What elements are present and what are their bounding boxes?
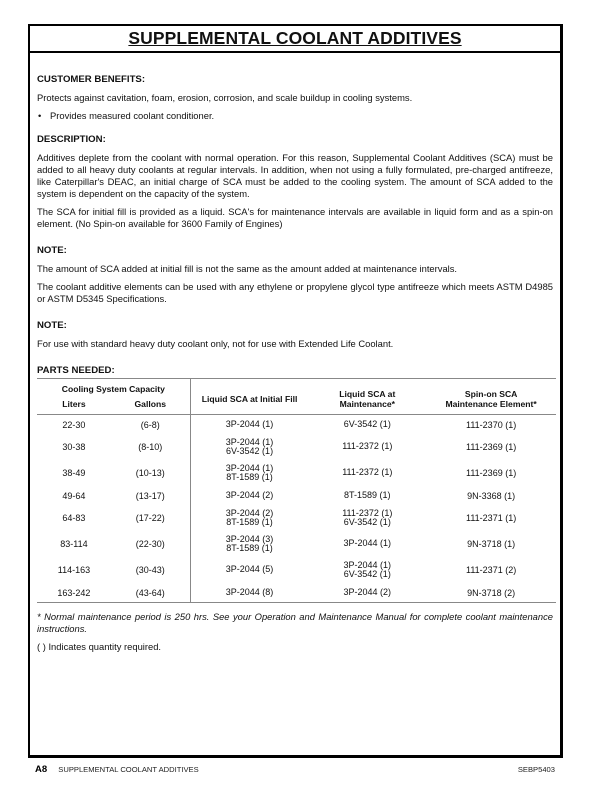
liters-cell: 114-163 <box>57 565 91 575</box>
liters-cell: 163-242 <box>57 587 91 598</box>
maintenance-header <box>308 379 426 415</box>
parts-table-row <box>37 583 556 603</box>
parts-table-row <box>37 415 556 435</box>
note-paragraph: The amount of SCA added at initial fill is not the same as the amount added at maintenance intervals. <box>37 263 458 274</box>
note-heading: NOTE: <box>37 320 67 331</box>
liters-cell: 38-49 <box>62 468 86 478</box>
initial-fill-cell <box>190 486 308 505</box>
note-paragraph: The coolant additive elements can be used with any ethylene or propylene glycol type antifreeze which meets ASTM D4985 or ASTM D5345 Specifications. <box>37 281 553 304</box>
parts-table-row <box>37 531 556 557</box>
part-number: 3P-2044 (1) <box>343 538 392 549</box>
maintenance-cell <box>308 415 426 435</box>
part-number: 111-2372 (1) <box>342 507 393 518</box>
part-number: 3P-2044 (1) <box>225 436 274 447</box>
benefit-bullet-item <box>37 110 553 122</box>
liters-cell: 83-114 <box>60 539 88 549</box>
spin-on-cell: 9N-3718 (1) <box>467 539 516 549</box>
part-number: 8T-1589 (1) <box>344 489 391 500</box>
maintenance-header-line2: Maintenance* <box>339 398 395 409</box>
part-number: 3P-2044 (3) <box>225 533 274 544</box>
spin-on-cell: 9N-3718 (2) <box>467 587 516 598</box>
maintenance-cell <box>308 505 426 531</box>
maintenance-cell <box>308 583 426 603</box>
gallons-cell: (43-64) <box>135 587 165 598</box>
gallons-cell: (8-10) <box>138 442 163 452</box>
page-content <box>30 74 560 653</box>
part-number: 8T-1589 (1) <box>226 517 273 527</box>
benefit-bullet-text: Provides measured coolant conditioner. <box>50 110 215 121</box>
spin-on-cell: 9N-3368 (1) <box>467 490 516 501</box>
page-number: A8 <box>35 764 48 775</box>
part-number: 3P-2044 (8) <box>225 586 274 597</box>
initial-fill-header: Liquid SCA at Initial Fill <box>190 379 308 415</box>
maintenance-footnote: * Normal maintenance period is 250 hrs. See your Operation and Maintenance Manual for complete coolant maintenance instructions. <box>37 611 553 634</box>
note-heading: NOTE: <box>37 245 67 256</box>
gallons-header: Gallons <box>134 399 167 409</box>
part-number: 3P-2044 (1) <box>225 462 274 473</box>
footer-section-title: SUPPLEMENTAL COOLANT ADDITIVES <box>58 765 199 774</box>
gallons-cell: (22-30) <box>135 539 165 549</box>
maintenance-cell <box>308 486 426 505</box>
gallons-cell: (10-13) <box>135 468 165 478</box>
initial-fill-cell <box>190 505 308 531</box>
part-number: 8T-1589 (1) <box>226 472 273 482</box>
description-paragraph: The SCA for initial fill is provided as a liquid. SCA's for maintenance intervals are available in liquid form and as a spin-on element. (No Spin-on available for 3600 Family of Engines) <box>37 206 553 229</box>
initial-fill-cell <box>190 557 308 583</box>
maintenance-cell <box>308 460 426 486</box>
quantity-note: ( ) Indicates quantity required. <box>37 641 162 652</box>
part-number: 3P-2044 (1) <box>225 418 274 429</box>
maintenance-cell <box>308 434 426 460</box>
liters-cell: 22-30 <box>62 419 86 430</box>
gallons-cell: (30-43) <box>135 565 165 575</box>
parts-table-row <box>37 434 556 460</box>
spin-on-header-line2: Maintenance Element* <box>445 398 537 409</box>
customer-benefits-section <box>37 74 553 122</box>
part-number: 3P-2044 (2) <box>343 586 392 597</box>
parts-table-row <box>37 557 556 583</box>
document-code: SEBP5403 <box>517 765 555 774</box>
parts-needed-section <box>37 365 553 603</box>
part-number: 3P-2044 (1) <box>343 559 392 570</box>
initial-fill-cell <box>190 531 308 557</box>
page-footer <box>35 764 555 775</box>
part-number: 3P-2044 (2) <box>225 489 274 500</box>
parts-needed-heading: PARTS NEEDED: <box>37 365 115 376</box>
part-number: 6V-3542 (1) <box>343 569 391 579</box>
capacity-header: Cooling System Capacity <box>61 384 165 394</box>
page-frame <box>28 24 563 758</box>
bullet-icon: • <box>38 110 42 121</box>
part-number: 111-2372 (1) <box>342 441 393 452</box>
liters-cell: 64-83 <box>62 513 86 523</box>
page-title: SUPPLEMENTAL COOLANT ADDITIVES <box>128 28 462 48</box>
note-section-2 <box>37 320 553 350</box>
title-bar <box>30 26 560 53</box>
description-section <box>37 134 553 230</box>
spin-on-cell: 111-2369 (1) <box>466 468 517 478</box>
gallons-cell: (6-8) <box>140 419 160 430</box>
spin-on-header <box>426 379 556 415</box>
initial-fill-cell <box>190 415 308 435</box>
customer-benefits-text: Protects against cavitation, foam, erosion, corrosion, and scale buildup in cooling systems. <box>37 92 413 103</box>
parts-table-row <box>37 486 556 505</box>
initial-fill-cell <box>190 460 308 486</box>
note-section-1 <box>37 245 553 305</box>
liters-cell: 49-64 <box>62 490 86 501</box>
note-paragraph: For use with standard heavy duty coolant only, not for use with Extended Life Coolant. <box>37 338 394 349</box>
description-paragraph: Additives deplete from the coolant with normal operation. For this reason, Supplemental Coolant Additives (SCA) must be added to all heavy duty coolants at regular intervals. In addition, when not using a fully formulated, pre-charged antifreeze, like Caterpillar's DEAC, an initial charge of SCA must be added to the cooling system. The amount of SCA added to the system is dependent on the capacity of the system. <box>37 152 553 199</box>
maintenance-header-line1: Liquid SCA at <box>339 388 396 399</box>
part-number: 111-2372 (1) <box>342 467 393 478</box>
spin-on-cell: 111-2369 (1) <box>466 442 517 452</box>
part-number: 3P-2044 (2) <box>225 507 274 518</box>
parts-table-row <box>37 460 556 486</box>
initial-fill-cell <box>190 434 308 460</box>
gallons-cell: (17-22) <box>135 513 165 523</box>
part-number: 3P-2044 (5) <box>225 564 274 575</box>
parts-table-row <box>37 505 556 531</box>
gallons-cell: (13-17) <box>135 490 165 501</box>
spin-on-header-line1: Spin-on SCA <box>464 388 518 399</box>
liters-cell: 30-38 <box>62 442 86 452</box>
spin-on-cell: 111-2370 (1) <box>466 419 517 430</box>
description-heading: DESCRIPTION: <box>37 134 106 145</box>
liters-header: Liters <box>62 399 86 409</box>
parts-table-header <box>37 379 556 415</box>
spin-on-cell: 111-2371 (1) <box>466 513 517 523</box>
maintenance-cell <box>308 531 426 557</box>
customer-benefits-heading: CUSTOMER BENEFITS: <box>37 74 146 85</box>
part-number: 6V-3542 (1) <box>226 446 274 456</box>
maintenance-cell <box>308 557 426 583</box>
spin-on-cell: 111-2371 (2) <box>466 565 517 575</box>
part-number: 6V-3542 (1) <box>343 517 391 527</box>
parts-table <box>37 378 556 603</box>
part-number: 6V-3542 (1) <box>343 418 391 429</box>
parts-table-body <box>37 415 556 603</box>
initial-fill-cell <box>190 583 308 603</box>
part-number: 8T-1589 (1) <box>226 543 273 553</box>
